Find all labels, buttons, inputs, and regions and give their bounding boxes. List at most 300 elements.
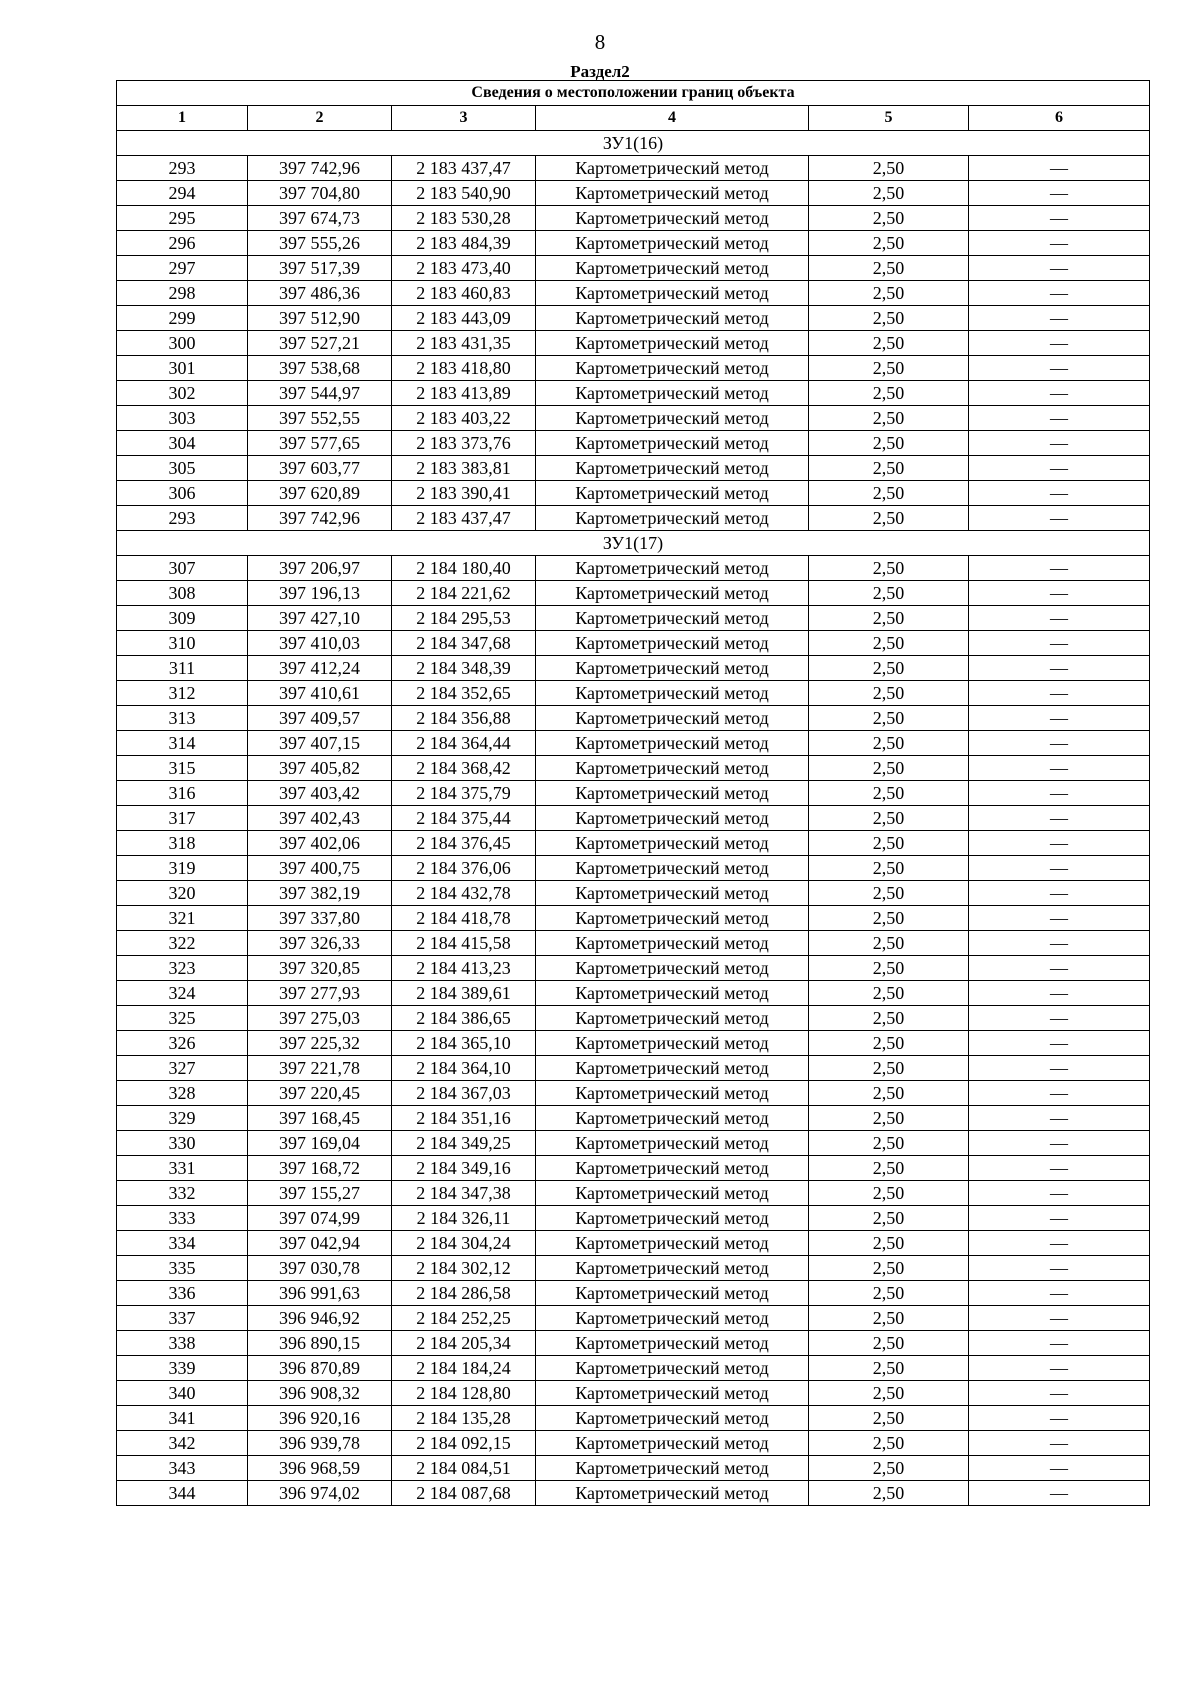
description-cell: —	[969, 181, 1150, 206]
description-cell: —	[969, 1131, 1150, 1156]
method-cell: Картометрический метод	[536, 606, 809, 631]
y-coordinate-cell: 2 184 356,88	[392, 706, 536, 731]
accuracy-cell: 2,50	[809, 931, 969, 956]
x-coordinate-cell: 397 382,19	[248, 881, 392, 906]
y-coordinate-cell: 2 184 351,16	[392, 1106, 536, 1131]
accuracy-cell: 2,50	[809, 881, 969, 906]
column-header: 1	[117, 106, 248, 131]
accuracy-cell: 2,50	[809, 1056, 969, 1081]
table-row	[117, 906, 1150, 931]
x-coordinate-cell: 397 169,04	[248, 1131, 392, 1156]
description-cell: —	[969, 306, 1150, 331]
x-coordinate-cell: 396 870,89	[248, 1356, 392, 1381]
point-number-cell: 308	[117, 581, 248, 606]
point-number-cell: 293	[117, 506, 248, 531]
accuracy-cell: 2,50	[809, 431, 969, 456]
table-row	[117, 306, 1150, 331]
point-number-cell: 329	[117, 1106, 248, 1131]
y-coordinate-cell: 2 184 432,78	[392, 881, 536, 906]
accuracy-cell: 2,50	[809, 306, 969, 331]
y-coordinate-cell: 2 183 403,22	[392, 406, 536, 431]
accuracy-cell: 2,50	[809, 731, 969, 756]
x-coordinate-cell: 397 405,82	[248, 756, 392, 781]
table-row	[117, 356, 1150, 381]
y-coordinate-cell: 2 184 347,68	[392, 631, 536, 656]
table-row	[117, 1281, 1150, 1306]
accuracy-cell: 2,50	[809, 1156, 969, 1181]
point-number-cell: 328	[117, 1081, 248, 1106]
description-cell: —	[969, 1406, 1150, 1431]
point-number-cell: 320	[117, 881, 248, 906]
point-number-cell: 336	[117, 1281, 248, 1306]
point-number-cell: 340	[117, 1381, 248, 1406]
point-number-cell: 326	[117, 1031, 248, 1056]
description-cell: —	[969, 1306, 1150, 1331]
y-coordinate-cell: 2 184 367,03	[392, 1081, 536, 1106]
y-coordinate-cell: 2 184 135,28	[392, 1406, 536, 1431]
description-cell: —	[969, 1481, 1150, 1506]
description-cell: —	[969, 1456, 1150, 1481]
table-row	[117, 431, 1150, 456]
method-cell: Картометрический метод	[536, 431, 809, 456]
description-cell: —	[969, 1056, 1150, 1081]
x-coordinate-cell: 397 742,96	[248, 156, 392, 181]
point-number-cell: 342	[117, 1431, 248, 1456]
accuracy-cell: 2,50	[809, 831, 969, 856]
description-cell: —	[969, 831, 1150, 856]
x-coordinate-cell: 397 206,97	[248, 556, 392, 581]
description-cell: —	[969, 1281, 1150, 1306]
x-coordinate-cell: 397 407,15	[248, 731, 392, 756]
x-coordinate-cell: 397 552,55	[248, 406, 392, 431]
accuracy-cell: 2,50	[809, 406, 969, 431]
method-cell: Картометрический метод	[536, 1206, 809, 1231]
table-row	[117, 406, 1150, 431]
point-number-cell: 297	[117, 256, 248, 281]
method-cell: Картометрический метод	[536, 681, 809, 706]
description-cell: —	[969, 906, 1150, 931]
x-coordinate-cell: 396 890,15	[248, 1331, 392, 1356]
point-number-cell: 306	[117, 481, 248, 506]
y-coordinate-cell: 2 183 373,76	[392, 431, 536, 456]
table-row	[117, 1431, 1150, 1456]
point-number-cell: 298	[117, 281, 248, 306]
point-number-cell: 317	[117, 806, 248, 831]
table-row	[117, 381, 1150, 406]
method-cell: Картометрический метод	[536, 1381, 809, 1406]
table-row	[117, 1081, 1150, 1106]
point-number-cell: 339	[117, 1356, 248, 1381]
table-row	[117, 706, 1150, 731]
accuracy-cell: 2,50	[809, 281, 969, 306]
method-cell: Картометрический метод	[536, 1006, 809, 1031]
description-cell: —	[969, 506, 1150, 531]
method-cell: Картометрический метод	[536, 206, 809, 231]
description-cell: —	[969, 856, 1150, 881]
table-row	[117, 681, 1150, 706]
description-cell: —	[969, 881, 1150, 906]
accuracy-cell: 2,50	[809, 1331, 969, 1356]
point-number-cell: 316	[117, 781, 248, 806]
description-cell: —	[969, 231, 1150, 256]
table-row	[117, 931, 1150, 956]
y-coordinate-cell: 2 184 092,15	[392, 1431, 536, 1456]
method-cell: Картометрический метод	[536, 906, 809, 931]
accuracy-cell: 2,50	[809, 556, 969, 581]
description-cell: —	[969, 406, 1150, 431]
point-number-cell: 330	[117, 1131, 248, 1156]
caption-row	[117, 81, 1150, 106]
table-row	[117, 856, 1150, 881]
page-number: 8	[594, 30, 606, 54]
method-cell: Картометрический метод	[536, 856, 809, 881]
method-cell: Картометрический метод	[536, 731, 809, 756]
y-coordinate-cell: 2 183 530,28	[392, 206, 536, 231]
table-row	[117, 1456, 1150, 1481]
y-coordinate-cell: 2 184 180,40	[392, 556, 536, 581]
accuracy-cell: 2,50	[809, 1256, 969, 1281]
description-cell: —	[969, 1106, 1150, 1131]
table-row	[117, 331, 1150, 356]
accuracy-cell: 2,50	[809, 1031, 969, 1056]
table-row	[117, 506, 1150, 531]
accuracy-cell: 2,50	[809, 706, 969, 731]
table-row	[117, 1131, 1150, 1156]
description-cell: —	[969, 931, 1150, 956]
point-number-cell: 307	[117, 556, 248, 581]
table-row	[117, 1331, 1150, 1356]
method-cell: Картометрический метод	[536, 1256, 809, 1281]
x-coordinate-cell: 397 400,75	[248, 856, 392, 881]
x-coordinate-cell: 397 030,78	[248, 1256, 392, 1281]
y-coordinate-cell: 2 183 443,09	[392, 306, 536, 331]
point-number-cell: 309	[117, 606, 248, 631]
method-cell: Картометрический метод	[536, 506, 809, 531]
accuracy-cell: 2,50	[809, 1081, 969, 1106]
point-number-cell: 333	[117, 1206, 248, 1231]
accuracy-cell: 2,50	[809, 181, 969, 206]
description-cell: —	[969, 431, 1150, 456]
table-row	[117, 181, 1150, 206]
y-coordinate-cell: 2 184 418,78	[392, 906, 536, 931]
description-cell: —	[969, 1206, 1150, 1231]
point-number-cell: 338	[117, 1331, 248, 1356]
y-coordinate-cell: 2 184 326,11	[392, 1206, 536, 1231]
x-coordinate-cell: 397 527,21	[248, 331, 392, 356]
x-coordinate-cell: 397 196,13	[248, 581, 392, 606]
method-cell: Картометрический метод	[536, 781, 809, 806]
method-cell: Картометрический метод	[536, 1056, 809, 1081]
x-coordinate-cell: 397 403,42	[248, 781, 392, 806]
method-cell: Картометрический метод	[536, 581, 809, 606]
table-row	[117, 1231, 1150, 1256]
x-coordinate-cell: 397 427,10	[248, 606, 392, 631]
method-cell: Картометрический метод	[536, 881, 809, 906]
accuracy-cell: 2,50	[809, 356, 969, 381]
method-cell: Картометрический метод	[536, 281, 809, 306]
y-coordinate-cell: 2 184 252,25	[392, 1306, 536, 1331]
accuracy-cell: 2,50	[809, 1381, 969, 1406]
accuracy-cell: 2,50	[809, 581, 969, 606]
point-number-cell: 304	[117, 431, 248, 456]
y-coordinate-cell: 2 184 302,12	[392, 1256, 536, 1281]
y-coordinate-cell: 2 184 352,65	[392, 681, 536, 706]
accuracy-cell: 2,50	[809, 856, 969, 881]
y-coordinate-cell: 2 183 437,47	[392, 506, 536, 531]
description-cell: —	[969, 756, 1150, 781]
method-cell: Картометрический метод	[536, 1331, 809, 1356]
table-row	[117, 656, 1150, 681]
method-cell: Картометрический метод	[536, 1156, 809, 1181]
table-row	[117, 1481, 1150, 1506]
table-row	[117, 281, 1150, 306]
x-coordinate-cell: 397 074,99	[248, 1206, 392, 1231]
point-number-cell: 337	[117, 1306, 248, 1331]
method-cell: Картометрический метод	[536, 256, 809, 281]
description-cell: —	[969, 256, 1150, 281]
x-coordinate-cell: 397 674,73	[248, 206, 392, 231]
description-cell: —	[969, 1431, 1150, 1456]
y-coordinate-cell: 2 184 415,58	[392, 931, 536, 956]
description-cell: —	[969, 1381, 1150, 1406]
method-cell: Картометрический метод	[536, 1481, 809, 1506]
table-row	[117, 1406, 1150, 1431]
accuracy-cell: 2,50	[809, 656, 969, 681]
group-header-row	[117, 531, 1150, 556]
method-cell: Картометрический метод	[536, 1356, 809, 1381]
x-coordinate-cell: 397 603,77	[248, 456, 392, 481]
point-number-cell: 344	[117, 1481, 248, 1506]
accuracy-cell: 2,50	[809, 1006, 969, 1031]
point-number-cell: 301	[117, 356, 248, 381]
table-row	[117, 831, 1150, 856]
table-row	[117, 231, 1150, 256]
point-number-cell: 314	[117, 731, 248, 756]
table-row	[117, 1031, 1150, 1056]
point-number-cell: 310	[117, 631, 248, 656]
description-cell: —	[969, 956, 1150, 981]
point-number-cell: 303	[117, 406, 248, 431]
x-coordinate-cell: 397 225,32	[248, 1031, 392, 1056]
table-row	[117, 1256, 1150, 1281]
y-coordinate-cell: 2 183 413,89	[392, 381, 536, 406]
column-header-row	[117, 106, 1150, 131]
table-row	[117, 881, 1150, 906]
accuracy-cell: 2,50	[809, 1231, 969, 1256]
table-row	[117, 1356, 1150, 1381]
accuracy-cell: 2,50	[809, 906, 969, 931]
method-cell: Картометрический метод	[536, 406, 809, 431]
x-coordinate-cell: 397 577,65	[248, 431, 392, 456]
accuracy-cell: 2,50	[809, 806, 969, 831]
x-coordinate-cell: 397 486,36	[248, 281, 392, 306]
method-cell: Картометрический метод	[536, 1131, 809, 1156]
method-cell: Картометрический метод	[536, 306, 809, 331]
description-cell: —	[969, 156, 1150, 181]
x-coordinate-cell: 397 220,45	[248, 1081, 392, 1106]
point-number-cell: 332	[117, 1181, 248, 1206]
method-cell: Картометрический метод	[536, 1106, 809, 1131]
description-cell: —	[969, 1181, 1150, 1206]
point-number-cell: 335	[117, 1256, 248, 1281]
accuracy-cell: 2,50	[809, 1406, 969, 1431]
accuracy-cell: 2,50	[809, 1131, 969, 1156]
table-row	[117, 556, 1150, 581]
y-coordinate-cell: 2 183 431,35	[392, 331, 536, 356]
accuracy-cell: 2,50	[809, 206, 969, 231]
table-caption: Сведения о местоположении границ объекта	[117, 81, 1150, 106]
accuracy-cell: 2,50	[809, 781, 969, 806]
x-coordinate-cell: 397 538,68	[248, 356, 392, 381]
description-cell: —	[969, 706, 1150, 731]
group-label: ЗУ1(16)	[117, 131, 1150, 156]
y-coordinate-cell: 2 183 383,81	[392, 456, 536, 481]
x-coordinate-cell: 397 275,03	[248, 1006, 392, 1031]
method-cell: Картометрический метод	[536, 1456, 809, 1481]
description-cell: —	[969, 331, 1150, 356]
accuracy-cell: 2,50	[809, 1456, 969, 1481]
description-cell: —	[969, 1006, 1150, 1031]
point-number-cell: 343	[117, 1456, 248, 1481]
description-cell: —	[969, 206, 1150, 231]
method-cell: Картометрический метод	[536, 181, 809, 206]
boundary-coordinates-table	[116, 80, 1150, 1506]
y-coordinate-cell: 2 184 364,44	[392, 731, 536, 756]
table-row	[117, 1381, 1150, 1406]
table-row	[117, 1106, 1150, 1131]
point-number-cell: 315	[117, 756, 248, 781]
method-cell: Картометрический метод	[536, 631, 809, 656]
method-cell: Картометрический метод	[536, 481, 809, 506]
table-row	[117, 256, 1150, 281]
method-cell: Картометрический метод	[536, 931, 809, 956]
x-coordinate-cell: 396 939,78	[248, 1431, 392, 1456]
table-row	[117, 981, 1150, 1006]
description-cell: —	[969, 781, 1150, 806]
method-cell: Картометрический метод	[536, 981, 809, 1006]
x-coordinate-cell: 396 968,59	[248, 1456, 392, 1481]
y-coordinate-cell: 2 184 386,65	[392, 1006, 536, 1031]
x-coordinate-cell: 397 517,39	[248, 256, 392, 281]
accuracy-cell: 2,50	[809, 1106, 969, 1131]
method-cell: Картометрический метод	[536, 956, 809, 981]
x-coordinate-cell: 397 277,93	[248, 981, 392, 1006]
y-coordinate-cell: 2 184 368,42	[392, 756, 536, 781]
description-cell: —	[969, 281, 1150, 306]
y-coordinate-cell: 2 184 376,45	[392, 831, 536, 856]
point-number-cell: 327	[117, 1056, 248, 1081]
y-coordinate-cell: 2 184 389,61	[392, 981, 536, 1006]
column-header: 3	[392, 106, 536, 131]
accuracy-cell: 2,50	[809, 156, 969, 181]
x-coordinate-cell: 397 168,45	[248, 1106, 392, 1131]
accuracy-cell: 2,50	[809, 456, 969, 481]
group-label: ЗУ1(17)	[117, 531, 1150, 556]
method-cell: Картометрический метод	[536, 556, 809, 581]
description-cell: —	[969, 356, 1150, 381]
accuracy-cell: 2,50	[809, 1281, 969, 1306]
point-number-cell: 323	[117, 956, 248, 981]
y-coordinate-cell: 2 184 347,38	[392, 1181, 536, 1206]
accuracy-cell: 2,50	[809, 1431, 969, 1456]
description-cell: —	[969, 456, 1150, 481]
table-row	[117, 956, 1150, 981]
section-title: Раздел2	[570, 62, 630, 81]
x-coordinate-cell: 397 409,57	[248, 706, 392, 731]
x-coordinate-cell: 397 620,89	[248, 481, 392, 506]
method-cell: Картометрический метод	[536, 1031, 809, 1056]
y-coordinate-cell: 2 184 348,39	[392, 656, 536, 681]
table-row	[117, 631, 1150, 656]
x-coordinate-cell: 397 221,78	[248, 1056, 392, 1081]
accuracy-cell: 2,50	[809, 956, 969, 981]
method-cell: Картометрический метод	[536, 656, 809, 681]
y-coordinate-cell: 2 183 390,41	[392, 481, 536, 506]
y-coordinate-cell: 2 183 437,47	[392, 156, 536, 181]
x-coordinate-cell: 397 742,96	[248, 506, 392, 531]
method-cell: Картометрический метод	[536, 806, 809, 831]
accuracy-cell: 2,50	[809, 231, 969, 256]
table-row	[117, 806, 1150, 831]
method-cell: Картометрический метод	[536, 1281, 809, 1306]
description-cell: —	[969, 1356, 1150, 1381]
table-row	[117, 1156, 1150, 1181]
table-row	[117, 1181, 1150, 1206]
y-coordinate-cell: 2 184 349,25	[392, 1131, 536, 1156]
method-cell: Картометрический метод	[536, 456, 809, 481]
point-number-cell: 313	[117, 706, 248, 731]
table-row	[117, 581, 1150, 606]
table-row	[117, 156, 1150, 181]
accuracy-cell: 2,50	[809, 681, 969, 706]
group-header-row	[117, 131, 1150, 156]
point-number-cell: 322	[117, 931, 248, 956]
y-coordinate-cell: 2 184 376,06	[392, 856, 536, 881]
method-cell: Картометрический метод	[536, 1081, 809, 1106]
table-row	[117, 1306, 1150, 1331]
y-coordinate-cell: 2 184 413,23	[392, 956, 536, 981]
x-coordinate-cell: 396 920,16	[248, 1406, 392, 1431]
point-number-cell: 295	[117, 206, 248, 231]
point-number-cell: 324	[117, 981, 248, 1006]
x-coordinate-cell: 397 555,26	[248, 231, 392, 256]
point-number-cell: 302	[117, 381, 248, 406]
y-coordinate-cell: 2 184 221,62	[392, 581, 536, 606]
description-cell: —	[969, 1231, 1150, 1256]
method-cell: Картометрический метод	[536, 331, 809, 356]
y-coordinate-cell: 2 184 365,10	[392, 1031, 536, 1056]
x-coordinate-cell: 397 337,80	[248, 906, 392, 931]
y-coordinate-cell: 2 183 418,80	[392, 356, 536, 381]
description-cell: —	[969, 1256, 1150, 1281]
x-coordinate-cell: 397 410,61	[248, 681, 392, 706]
table-body	[117, 131, 1150, 1506]
x-coordinate-cell: 397 402,06	[248, 831, 392, 856]
accuracy-cell: 2,50	[809, 481, 969, 506]
x-coordinate-cell: 397 042,94	[248, 1231, 392, 1256]
method-cell: Картометрический метод	[536, 1406, 809, 1431]
description-cell: —	[969, 806, 1150, 831]
description-cell: —	[969, 681, 1150, 706]
y-coordinate-cell: 2 184 364,10	[392, 1056, 536, 1081]
accuracy-cell: 2,50	[809, 1356, 969, 1381]
y-coordinate-cell: 2 184 205,34	[392, 1331, 536, 1356]
table-row	[117, 606, 1150, 631]
description-cell: —	[969, 481, 1150, 506]
method-cell: Картометрический метод	[536, 1306, 809, 1331]
y-coordinate-cell: 2 184 375,79	[392, 781, 536, 806]
description-cell: —	[969, 1081, 1150, 1106]
